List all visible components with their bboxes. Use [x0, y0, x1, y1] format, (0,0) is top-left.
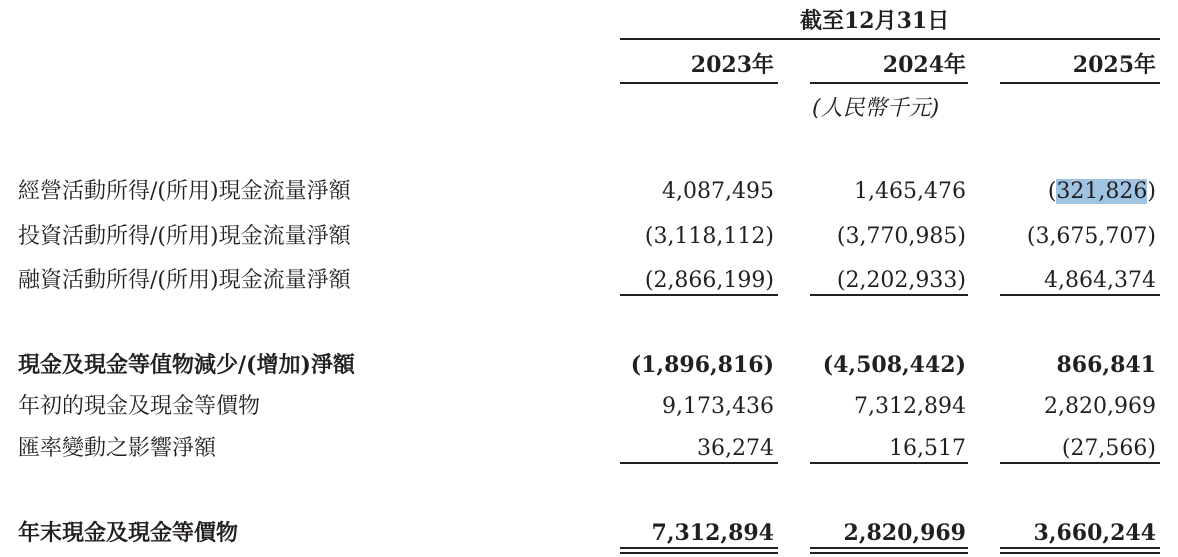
total-double-rule-top-2023	[620, 547, 778, 549]
cell-closing-cash-2023: 7,312,894	[651, 520, 774, 546]
year-2023-header: 2023年	[690, 52, 774, 78]
row-label-financing: 融資活動所得/(所用)現金流量淨額	[18, 268, 351, 293]
cell-financing-2025: 4,864,374	[1044, 268, 1156, 293]
row-label-net-change: 現金及現金等值物減少/(增加)淨額	[18, 352, 355, 378]
cell-financing-2024: (2,202,933)	[836, 268, 966, 293]
cell-closing-cash-2025: 3,660,244	[1033, 520, 1156, 546]
cell-opening-cash-2024: 7,312,894	[854, 394, 966, 419]
year-2024-header: 2024年	[882, 52, 966, 78]
cell-investing-2023: (3,118,112)	[644, 224, 774, 249]
total-double-rule-bottom-2024	[810, 552, 968, 554]
total-double-rule-bottom-2025	[1000, 552, 1160, 554]
cell-fx-effect-2023: 36,274	[697, 436, 774, 461]
total-double-rule-top-2024	[810, 547, 968, 549]
row-label-fx-effect: 匯率變動之影響淨額	[18, 436, 217, 461]
selected-text-highlight[interactable]: 321,826	[1056, 179, 1148, 204]
subtotal-rule-2025	[1000, 294, 1160, 296]
cell-financing-2023: (2,866,199)	[644, 268, 774, 293]
cell-operating-2025[interactable]: (321,826)	[1047, 179, 1156, 204]
fx-rule-2023	[620, 462, 778, 464]
cell-operating-2023: 4,087,495	[662, 179, 774, 204]
year-2025-header: 2025年	[1072, 52, 1156, 78]
fx-rule-2024	[810, 462, 968, 464]
subtotal-rule-2023	[620, 294, 778, 296]
cell-opening-cash-2025: 2,820,969	[1044, 394, 1156, 419]
cell-fx-effect-2024: 16,517	[889, 436, 966, 461]
cell-operating-2024: 1,465,476	[854, 179, 966, 204]
cell-opening-cash-2023: 9,173,436	[662, 394, 774, 419]
row-label-operating: 經營活動所得/(所用)現金流量淨額	[18, 179, 351, 204]
cell-investing-2024: (3,770,985)	[836, 224, 966, 249]
total-double-rule-bottom-2023	[620, 552, 778, 554]
total-double-rule-top-2025	[1000, 547, 1160, 549]
row-label-opening-cash: 年初的現金及現金等價物	[18, 394, 261, 419]
fx-rule-2025	[1000, 462, 1160, 464]
year-rule-2023	[620, 82, 778, 84]
cell-investing-2025: (3,675,707)	[1026, 224, 1156, 249]
cell-fx-effect-2025: (27,566)	[1061, 436, 1156, 461]
year-rule-2025	[1000, 82, 1160, 84]
cell-net-change-2023: (1,896,816)	[630, 352, 774, 378]
row-label-closing-cash: 年末現金及現金等價物	[18, 520, 239, 546]
cell-closing-cash-2024: 2,820,969	[843, 520, 966, 546]
subtotal-rule-2024	[810, 294, 968, 296]
row-label-investing: 投資活動所得/(所用)現金流量淨額	[18, 224, 351, 249]
cell-net-change-2025: 866,841	[1056, 352, 1156, 378]
period-rule	[620, 38, 1160, 40]
unit-note: (人民幣千元)	[812, 96, 940, 121]
year-rule-2024	[810, 82, 968, 84]
cell-net-change-2024: (4,508,442)	[822, 352, 966, 378]
period-heading: 截至12月31日	[800, 8, 950, 34]
